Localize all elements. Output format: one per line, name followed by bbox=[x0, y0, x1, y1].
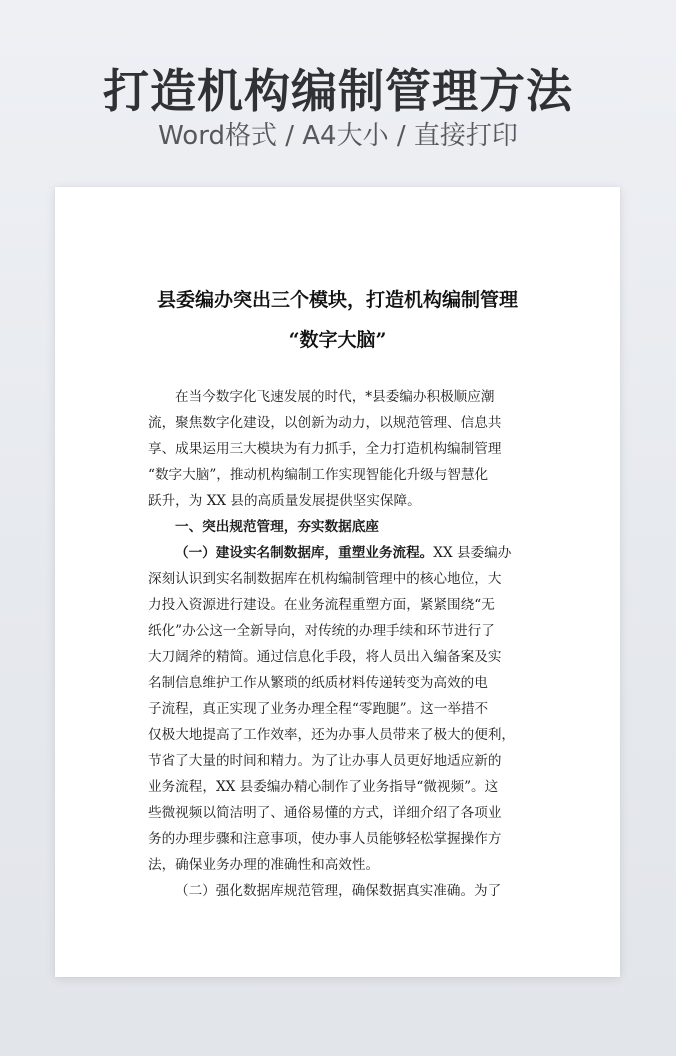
paragraph-2-line-8: 仅极大地提高了工作效率，还为办事人员带来了极大的便利， bbox=[148, 727, 516, 743]
page-title: 打造机构编制管理方法 bbox=[103, 64, 573, 118]
paragraph-1-line-4: “数字大脑”，推动机构编制工作实现智能化升级与智慧化 bbox=[148, 467, 489, 483]
document-title-line-1: 县委编办突出三个模块，打造机构编制管理 bbox=[156, 289, 518, 311]
paragraph-1-line-5: 跃升，为 XX 县的高质量发展提供坚实保障。 bbox=[148, 493, 421, 509]
paragraph-2-line-13: 法，确保业务办理的准确性和高效性。 bbox=[148, 857, 380, 873]
paragraph-2-line-12: 务的办理步骤和注意事项，使办事人员能够轻松掌握操作方 bbox=[148, 831, 502, 847]
paragraph-2-line-11: 些微视频以简洁明了、通俗易懂的方式，详细介绍了各项业 bbox=[148, 805, 502, 821]
page-subtitle: Word格式 / A4大小 / 直接打印 bbox=[158, 121, 518, 151]
paragraph-2-subheading: （一）建设实名制数据库，重塑业务流程。 bbox=[175, 545, 434, 561]
paragraph-2-line-9: 节省了大量的时间和精力。为了让办事人员更好地适应新的 bbox=[148, 753, 502, 769]
paragraph-2-line-1-text: XX 县委编办 bbox=[433, 545, 512, 561]
paragraph-1-line-2: 流，聚焦数字化建设，以创新为动力，以规范管理、信息共 bbox=[148, 415, 502, 431]
document-page bbox=[55, 187, 620, 977]
paragraph-2-line-1 bbox=[148, 540, 533, 566]
paragraph-2-line-7: 子流程，真正实现了业务办理全程“零跑腿”。这一举措不 bbox=[148, 701, 489, 717]
paragraph-2-line-4: 纸化”办公这一全新导向，对传统的办理手续和环节进行了 bbox=[148, 623, 495, 639]
paragraph-1-line-3: 享、成果运用三大模块为有力抓手，全力打造机构编制管理 bbox=[148, 441, 502, 457]
paragraph-3-line-1: （二）强化数据库规范管理，确保数据真实准确。为了 bbox=[175, 883, 502, 899]
paragraph-2-line-6: 名制信息维护工作从繁琐的纸质材料传递转变为高效的电 bbox=[148, 675, 488, 691]
paragraph-1-line-1: 在当今数字化飞速发展的时代，*县委编办积极顺应潮 bbox=[175, 389, 495, 405]
section-heading-1: 一、突出规范管理，夯实数据底座 bbox=[175, 519, 379, 535]
paragraph-2-line-10: 业务流程，XX 县委编办精心制作了业务指导“微视频”。这 bbox=[148, 779, 499, 795]
paragraph-2-line-2: 深刻认识到实名制数据库在机构编制管理中的核心地位，大 bbox=[148, 571, 502, 587]
document-title-line-2: “数字大脑” bbox=[288, 329, 387, 351]
paragraph-2-line-3: 力投入资源进行建设。在业务流程重塑方面，紧紧围绕“无 bbox=[148, 597, 495, 613]
page-header bbox=[0, 0, 676, 180]
paragraph-2-line-5: 大刀阔斧的精简。通过信息化手段，将人员出入编备案及实 bbox=[148, 649, 502, 665]
